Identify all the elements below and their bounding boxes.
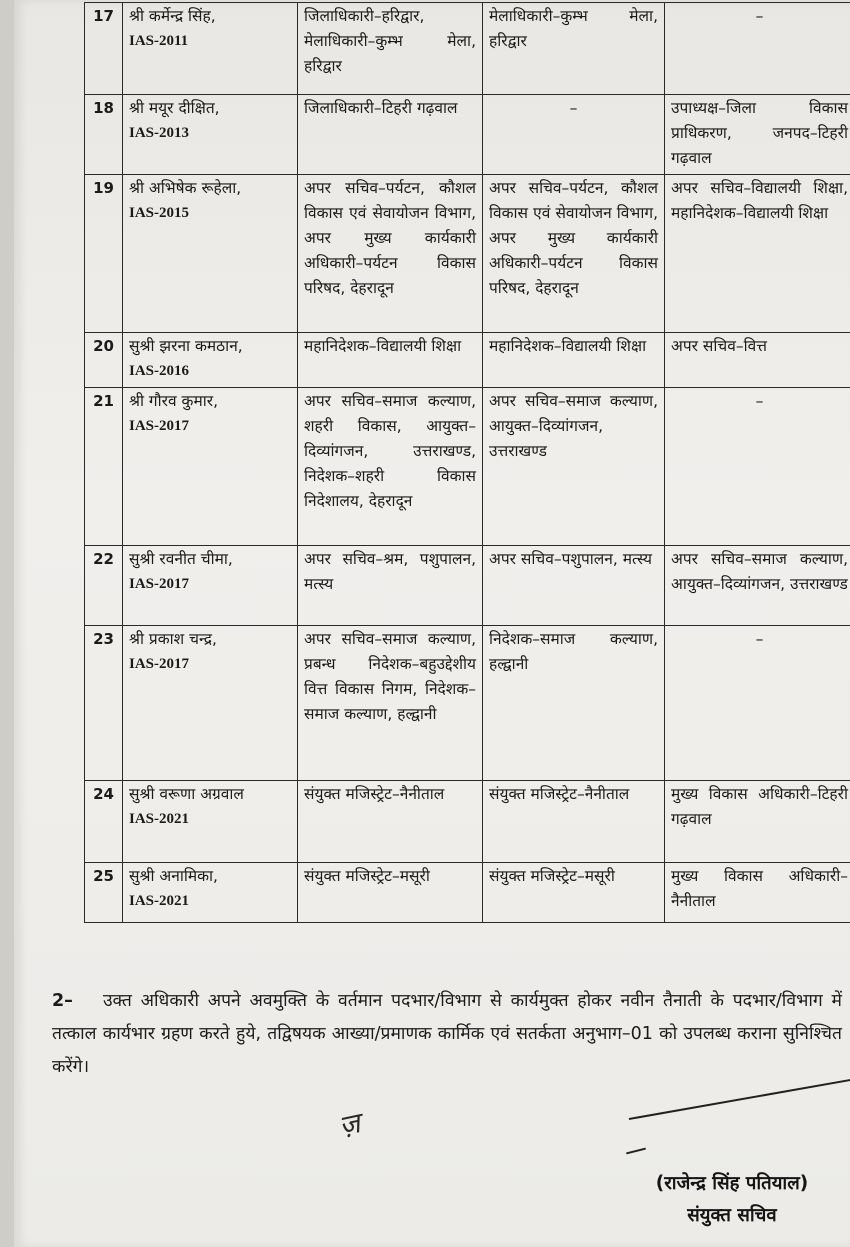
officer-cell [123,781,298,863]
table-row [85,863,850,923]
current-posting-cell: अपर सचिव–समाज कल्याण, शहरी विकास, आयुक्त–दिव्यांगजन, उत्तराखण्ड, निदेशक–शहरी विकास निदेशालय, देहरादून [298,388,483,546]
serial-number-cell: 24 [85,781,123,863]
signature-tick [626,1148,646,1155]
officer-batch: IAS-2015 [129,205,190,221]
new-posting-cell: अपर सचिव–वित्त [665,333,850,388]
serial-number-cell: 17 [85,3,123,95]
signature-stroke [629,1078,850,1120]
officer-cell [123,95,298,175]
current-posting-cell: अपर सचिव–श्रम, पशुपालन, मत्स्य [298,546,483,626]
relieved-posting-cell: अपर सचिव–पर्यटन, कौशल विकास एवं सेवायोजन विभाग, अपर मुख्य कार्यकारी अधिकारी–पर्यटन विकास परिषद, देहरादून [483,175,665,333]
serial-number-cell: 18 [85,95,123,175]
relieved-posting-cell: निदेशक–समाज कल्याण, हल्द्वानी [483,626,665,781]
new-posting-cell: अपर सचिव–समाज कल्याण, आयुक्त–दिव्यांगजन, उत्तराखण्ड [665,546,850,626]
table-row [85,546,850,626]
officer-cell [123,3,298,95]
transfer-table [84,2,850,923]
officer-name: सुश्री अनामिका, [129,867,218,885]
relieved-posting-cell: अपर सचिव–समाज कल्याण, आयुक्त–दिव्यांगजन, उत्तराखण्ड [483,388,665,546]
officer-name: श्री कर्मेन्द्र सिंह, [129,7,216,25]
officer-cell [123,863,298,923]
officer-batch: IAS-2021 [129,893,190,909]
officer-name: सुश्री वरूणा अग्रवाल [129,785,244,803]
relieved-posting-cell: – [483,95,665,175]
officer-batch: IAS-2017 [129,656,190,672]
new-posting-cell: मुख्य विकास अधिकारी–टिहरी गढ़वाल [665,781,850,863]
relieved-posting-cell: महानिदेशक–विद्यालयी शिक्षा [483,333,665,388]
serial-number-cell: 23 [85,626,123,781]
officer-batch: IAS-2011 [129,33,189,49]
transfer-table-body [85,3,850,923]
current-posting-cell: जिलाधिकारी–हरिद्वार, मेलाधिकारी–कुम्भ मेला, हरिद्वार [298,3,483,95]
current-posting-cell: संयुक्त मजिस्ट्रेट–नैनीताल [298,781,483,863]
serial-number-cell: 20 [85,333,123,388]
current-posting-cell: अपर सचिव–पर्यटन, कौशल विकास एवं सेवायोजन विभाग, अपर मुख्य कार्यकारी अधिकारी–पर्यटन विकास परिषद, देहरादून [298,175,483,333]
officer-batch: IAS-2016 [129,363,190,379]
paragraph-text: उक्त अधिकारी अपने अवमुक्ति के वर्तमान पदभार/विभाग से कार्यमुक्त होकर नवीन तैनाती के पदभार/विभाग में तत्काल कार्यभार ग्रहण करते हुये, तद्विषयक आख्या/प्रमाणक कार्मिक एवं सतर्कता अनुभाग–01 को उपलब्ध कराना सुनिश्चित करेंगे। [52,991,842,1077]
officer-name: श्री मयूर दीक्षित, [129,99,220,117]
table-row [85,781,850,863]
relieved-posting-cell: संयुक्त मजिस्ट्रेट–नैनीताल [483,781,665,863]
officer-cell [123,388,298,546]
table-row [85,95,850,175]
officer-name: सुश्री झरना कमठान, [129,337,243,355]
relieved-posting-cell: मेलाधिकारी–कुम्भ मेला, हरिद्वार [483,3,665,95]
table-row [85,626,850,781]
officer-batch: IAS-2017 [129,576,190,592]
new-posting-cell: – [665,388,850,546]
officer-cell [123,175,298,333]
serial-number-cell: 19 [85,175,123,333]
table-row [85,175,850,333]
signatory-block [622,1168,842,1232]
table-row [85,3,850,95]
officer-name: श्री गौरव कुमार, [129,392,218,410]
table-row [85,388,850,546]
current-posting-cell: महानिदेशक–विद्यालयी शिक्षा [298,333,483,388]
relieved-posting-cell: अपर सचिव–पशुपालन, मत्स्य [483,546,665,626]
officer-cell [123,546,298,626]
table-row [85,333,850,388]
new-posting-cell: मुख्य विकास अधिकारी–नैनीताल [665,863,850,923]
new-posting-cell: अपर सचिव–विद्यालयी शिक्षा, महानिदेशक–विद्यालयी शिक्षा [665,175,850,333]
signatory-designation: संयुक्त सचिव [687,1205,777,1226]
officer-cell [123,626,298,781]
current-posting-cell: संयुक्त मजिस्ट्रेट–मसूरी [298,863,483,923]
officer-batch: IAS-2021 [129,811,190,827]
relieved-posting-cell: संयुक्त मजिस्ट्रेट–मसूरी [483,863,665,923]
serial-number-cell: 22 [85,546,123,626]
current-posting-cell: जिलाधिकारी–टिहरी गढ़वाल [298,95,483,175]
instruction-paragraph [52,985,842,1084]
new-posting-cell: – [665,626,850,781]
serial-number-cell: 25 [85,863,123,923]
handwritten-initials: ज़ [335,1106,364,1143]
officer-name: सुश्री रवनीत चीमा, [129,550,233,568]
officer-name: श्री अभिषेक रूहेला, [129,179,242,197]
new-posting-cell: – [665,3,850,95]
serial-number-cell: 21 [85,388,123,546]
paragraph-number: 2– [52,991,73,1011]
signatory-name: (राजेन्द्र सिंह पतियाल) [655,1173,809,1194]
current-posting-cell: अपर सचिव–समाज कल्याण, प्रबन्ध निदेशक–बहुउद्देशीय वित्त विकास निगम, निदेशक–समाज कल्याण, हल्द्वानी [298,626,483,781]
document-page [14,0,850,1247]
new-posting-cell: उपाध्यक्ष–जिला विकास प्राधिकरण, जनपद–टिहरी गढ़वाल [665,95,850,175]
officer-cell [123,333,298,388]
officer-name: श्री प्रकाश चन्द्र, [129,630,217,648]
officer-batch: IAS-2013 [129,125,190,141]
officer-batch: IAS-2017 [129,418,190,434]
